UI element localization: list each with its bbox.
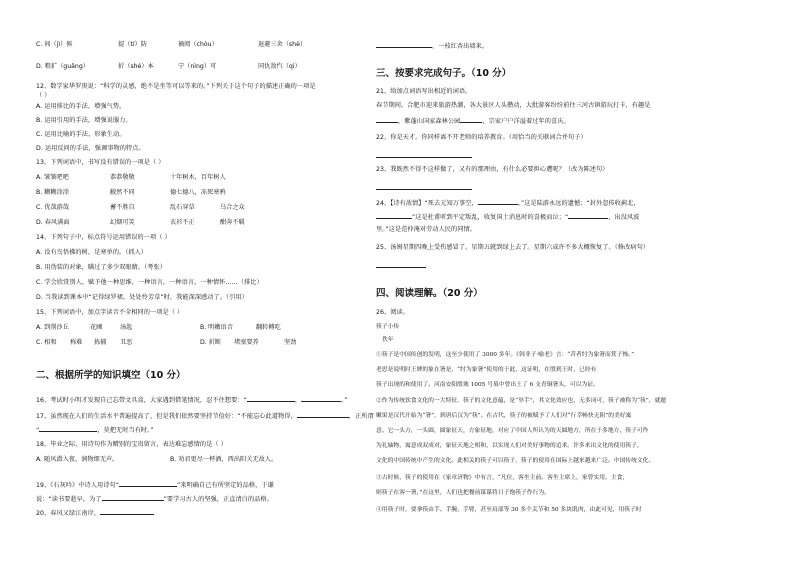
q25-answer-line[interactable] — [376, 266, 426, 268]
section-4-heading: 四、阅读理解。（20 分） — [376, 288, 483, 299]
q15-option-a-2: 花圃 — [90, 324, 103, 331]
q17-blank-1[interactable] — [297, 411, 349, 418]
question-13: 13、下列词语中，书写没有错误的一项是（ ） — [36, 159, 165, 166]
q18-option-b: B. 劝君更尽一杯酒，西出阳关无故人。 — [170, 456, 278, 463]
question-23: 23、我既然不得不这样做了，又有的那理由，有什么必要担心遭呢？（改为陈述句） — [376, 166, 609, 173]
paragraph-2-line-4: 为礼轴物，寓意成双成对，象征天地之相和，以实现人们对美好事物的追求。许多来出文化的使用筷子， — [376, 443, 643, 449]
paragraph-1-line-2: 老思是说明时王婢的象在箸是，“纣为象箸”使用的于此，这证明，在殷到王时，已经有 — [376, 367, 597, 373]
q13-option-d-3: 衣衫不正 — [170, 219, 195, 226]
q15-option-b-2: 翻转轉吃 — [256, 324, 281, 331]
q13-option-b-2: 敝然不同 — [110, 189, 135, 196]
q13-option-c-3: 乱石穿草 — [170, 204, 195, 211]
q22-answer-line[interactable] — [376, 156, 472, 158]
article-author: 佚年 — [382, 337, 394, 343]
question-16: 16、考试时小明才发现自己忘带文具盒，大家遇到借笔情况，忍不住想要：“ ， 。” — [36, 397, 348, 404]
q19-blank-1[interactable] — [119, 480, 177, 487]
q24-blank-1[interactable] — [478, 198, 518, 205]
question-19-cont: 说：“读书要趁早，为了 ”要学习古人的坚强，正直清白的品格。 — [36, 496, 273, 503]
q13-option-c-4: 乌合之众 — [220, 204, 245, 211]
article-title: 筷子小传 — [376, 324, 400, 330]
question-21-text: 春节期间，合肥市迎来旅游热潮，各大景区人头攒动，大批游客纷纷前往三河古镇游玩打卡，有趣是 — [376, 102, 651, 109]
paragraph-1-line-1: ①筷子是中国传创的发明，这至少使用了 3000 多年。《韩非子·喻老》言：“昔者纣为象箸而箕子怖。” — [376, 352, 635, 358]
q-option-c-c: 禍阅（chòu） — [178, 41, 218, 48]
q-option-d-d: 同仇敌忾（qì） — [258, 63, 301, 70]
q15-option-c-2: 称难 — [70, 339, 83, 346]
question-12: 12、数学家华罗庚说：“科学的灵感，绝不是坐等可以等来的。”下列关于这个句子的描述正确的一项是 — [36, 83, 316, 90]
q15-option-d-1: D. 折断 — [200, 339, 222, 346]
q20-continued: ，一枝红杏出墙来。 — [376, 41, 488, 51]
paragraph-2-line-1: ②作为传统饮食文化的一大特征，筷子的文化意蕴，是“举手”，其文化效应也，无多词可，筷子被称为“筷”，就题 — [376, 398, 667, 404]
paragraph-2-line-3: 意。它一头方，一头圆，圆象征天，方象征地，对应了中国人所认为的天圆地方，所在于多地方，筷子可作 — [376, 428, 649, 434]
question-25: 25、汤姆星期四晚上受伤感冒了。星期五就到绿上去了。星期六或许不多大概恢复了。（修改病句） — [376, 244, 650, 251]
q18-option-a: A. 随风潜入夜，润物细无声。 — [36, 456, 119, 463]
paragraph-3-line-2: 则筷子在客一箸，”在这里，人们也把餐前谋谋将日子饱筷子作行为。 — [376, 490, 550, 496]
q13-option-b-3: 德七德八，冻死寒鸦 — [170, 189, 226, 196]
q12-option-a: A. 运用排比的手法，增强气势。 — [36, 103, 126, 110]
q-option-c-b: 提（tí）防 — [118, 41, 147, 48]
q14-option-c: C. 学会欣赏别人，赋予他一种思维，一种语言，一种语言，一种情怀……（排比） — [36, 279, 263, 286]
q15-option-d-3: 坚劲 — [284, 339, 297, 346]
q12-option-b: B. 运用引用的手法，增强说服力。 — [36, 117, 132, 124]
question-17: 17、虽然现在人们的生活水平普遍提高了，但是我们依然要坚持节俭好：“不能忘心此道物得， ，正所谓 — [36, 413, 374, 420]
q14-option-a: A. 没有鸟悟拂的树，是寒单的。（抓人） — [36, 249, 148, 256]
paragraph-3-line-1: ③古时候，筷子的使用在《家章济物》中有言，“凡位，客坐主前。客坐主席上，家曾实用，主食， — [376, 475, 629, 481]
q-option-d-a: D. 粗犷（guǎng） — [36, 63, 89, 70]
q20-blank-2[interactable] — [376, 41, 432, 48]
q12-option-d: D. 运用反问的手法，强调事物的特点。 — [36, 145, 145, 152]
question-24-end: 里。”这是范仲淹对劳动人民的同情。 — [376, 226, 476, 233]
q16-blank-2[interactable] — [301, 395, 341, 402]
question-21-text-2: ，紫蓬山国家森林公园 ，宗家户户洋溢着过年的喜庆。 — [376, 116, 570, 126]
q13-option-c-1: C. 优哉游哉 — [36, 204, 70, 211]
section-3-heading: 三、按要求完成句子。（10 分） — [376, 68, 512, 79]
q13-option-d-4: 酣奔不羁 — [220, 219, 245, 226]
q15-option-a-3: 汤匙 — [120, 324, 133, 331]
question-17-cont: “ ，莫把无时当有时。” — [36, 427, 154, 434]
question-14: 14、下列句子中，标点符号运用错误的一项（ ） — [36, 234, 171, 241]
question-22: 22、你是天才。你同样离不开老师的培养教育。（用恰当的关联词合并句子） — [376, 134, 587, 141]
question-24: 24、【诗有浓情】“死去元知万事空， 。”这是陆游永远的遗憾；“封外忽传收蓟北， — [376, 200, 640, 207]
q13-option-a-1: A. 皱皱吧吧 — [36, 174, 69, 181]
q14-option-d: D. 当我读到课本中“记得绿罗裙，处处怜芳草”时，我能深深感动了。（引用） — [36, 294, 248, 301]
q13-option-a-2: 恭恭敬敬 — [110, 174, 135, 181]
paragraph-4-line-1: ④用筷子时，要拿筷由手、手腕、手臂，甚至肩部等 30 多个关节和 50 多块肌肉，由此可见，用筷子时 — [376, 507, 642, 513]
q15-option-c-4: 丑恶 — [120, 339, 133, 346]
q19-blank-2[interactable] — [102, 494, 164, 501]
q21-blank-2[interactable] — [460, 116, 482, 123]
q14-option-b: B. 用伪装的对象，瞒过了多少双眼睛。（考张） — [36, 264, 166, 271]
q13-option-d-2: 幻烟可笑 — [110, 219, 135, 226]
q-option-d-c: 宁（nìng）可 — [178, 63, 217, 70]
question-15: 15、下列词语中，加点字读音不全相同的一项是（ ） — [36, 309, 184, 316]
q12-option-c: C. 运用比喻的手法，形象生动。 — [36, 131, 126, 138]
q13-option-d-1: D. 春风满面 — [36, 219, 70, 226]
q13-option-a-3: 十年树木，百年树人 — [170, 174, 226, 181]
q16-blank-1[interactable] — [247, 395, 295, 402]
q15-option-b-1: B. 明嫩语音 — [200, 324, 233, 331]
q24-blank-3[interactable] — [568, 212, 608, 219]
question-26: 26、阅读。 — [376, 309, 409, 316]
q20-blank[interactable] — [100, 508, 154, 515]
question-12-paren: （ ） — [36, 92, 51, 99]
paragraph-2-line-5: 文化的中国传统中产生的文化。此相关的筷子可以筷子，筷子的使用在国际上越来越来广泛。中国传统文化。 — [376, 458, 655, 464]
paragraph-1-line-3: 筷子出现的和使用了。河南安阳殷墟 1005 号墓中曾出土了 6 支青铜箸头，可以为证。 — [376, 382, 599, 388]
q23-answer-line[interactable] — [376, 188, 472, 190]
q13-option-c-2: 蓄不胜自 — [110, 204, 135, 211]
question-21: 21、给加点词语写出相近的词语。 — [376, 88, 472, 95]
question-19: 19、《石灰吟》中诗人用诗句“ ”来明确自己有所坚定的品格，于谦 — [36, 482, 274, 489]
q-option-c-d: 退避三舍（shè） — [258, 41, 307, 48]
question-20: 20、春风又绿江南岸， — [36, 508, 154, 518]
question-18: 18、毕业之际，用诗句作为赠别的宝贵留言，表达难忘感情的是（ ） — [36, 441, 227, 448]
q13-option-b-1: B. 糊糊涂涂 — [36, 189, 69, 196]
q21-blank-1[interactable] — [376, 116, 398, 123]
right-column — [376, 0, 768, 562]
section-2-heading: 二、根据所学的知识填空（10 分） — [36, 370, 186, 381]
q15-option-a-1: A. 到削沙丘 — [36, 324, 69, 331]
q17-blank-2[interactable] — [39, 425, 97, 432]
q24-blank-2[interactable] — [376, 212, 412, 219]
q15-option-c-3: 拣捕 — [94, 339, 107, 346]
q15-option-d-2: 堵塞要养 — [234, 339, 259, 346]
left-column — [30, 0, 382, 562]
q-option-d-b: 折（shé）本 — [118, 63, 154, 70]
q-option-c-a: C. 间（jì）候 — [36, 41, 73, 48]
question-24-cont: ”这是杜甫听到平定叛乱，收复国土消息时的喜极而泣；“ ，出没风波 — [376, 212, 639, 222]
paragraph-2-line-2: 嫩果是汉代开始为“箸”，到唐后汉为“筷”。在古代，筷子的被赋予了人们对“行幸畅快无阻”的美好寓 — [376, 413, 632, 419]
q15-option-c-1: C. 相和 — [36, 339, 57, 346]
